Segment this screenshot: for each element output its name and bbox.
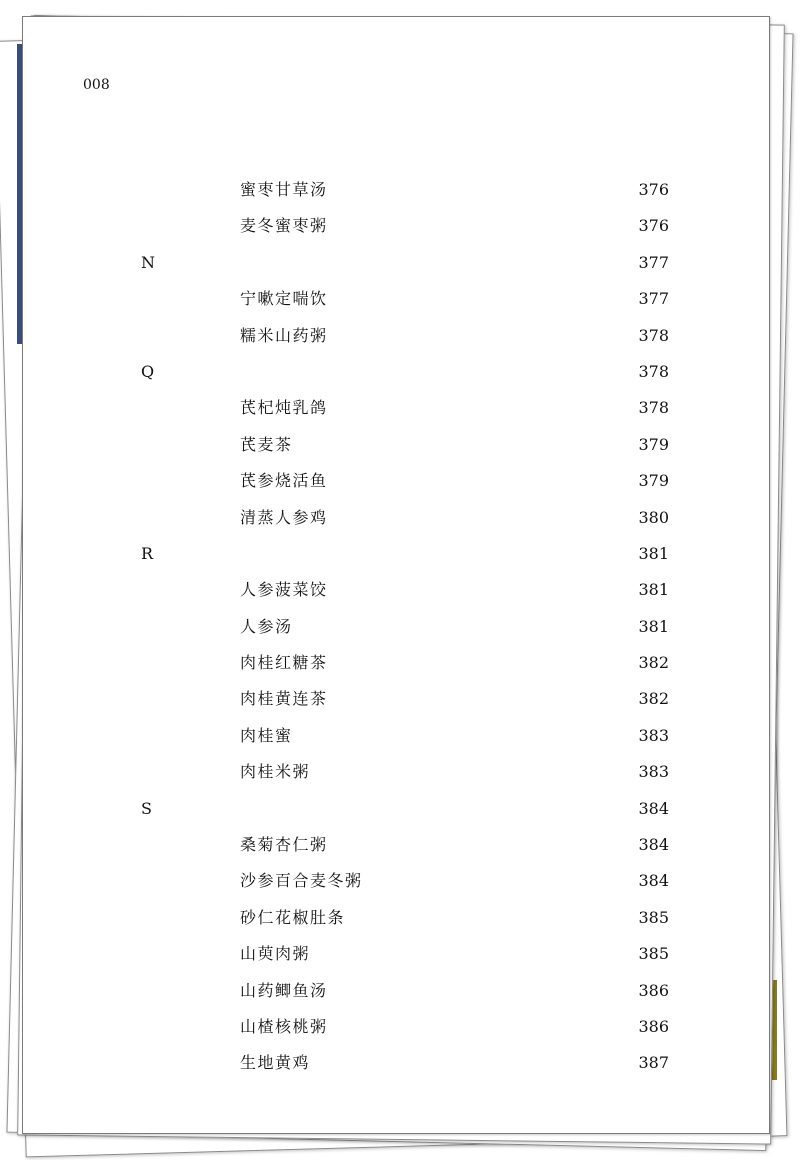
entry-title: 肉桂红糖茶 bbox=[240, 653, 328, 673]
entry-title: 芪麦茶 bbox=[240, 434, 293, 454]
entry-title: 肉桂黄连茶 bbox=[240, 689, 328, 709]
index-entry-row bbox=[23, 609, 769, 645]
index-entry-row bbox=[23, 936, 769, 972]
entry-title: 糯米山药粥 bbox=[240, 325, 328, 345]
index-list bbox=[23, 172, 769, 1082]
index-section-row bbox=[23, 791, 769, 827]
entry-page-number: 387 bbox=[638, 1053, 669, 1073]
index-entry-row bbox=[23, 681, 769, 717]
entry-page-number: 382 bbox=[638, 653, 669, 673]
section-letter: R bbox=[141, 543, 154, 563]
section-letter: N bbox=[141, 252, 155, 272]
index-section-row bbox=[23, 245, 769, 281]
page-number: 008 bbox=[83, 77, 110, 93]
entry-page-number: 380 bbox=[638, 507, 669, 527]
entry-page-number: 384 bbox=[638, 798, 669, 818]
entry-page-number: 376 bbox=[638, 216, 669, 236]
entry-title: 山萸肉粥 bbox=[240, 944, 311, 964]
entry-title: 沙参百合麦冬粥 bbox=[240, 871, 363, 891]
entry-page-number: 378 bbox=[638, 361, 669, 381]
index-entry-row bbox=[23, 973, 769, 1009]
entry-page-number: 376 bbox=[638, 180, 669, 199]
entry-title: 人参菠菜饺 bbox=[240, 580, 328, 600]
entry-title: 桑菊杏仁粥 bbox=[240, 835, 328, 855]
index-entry-row bbox=[23, 208, 769, 244]
entry-title: 蜜枣甘草汤 bbox=[240, 180, 328, 199]
index-entry-row bbox=[23, 463, 769, 499]
entry-page-number: 379 bbox=[638, 471, 669, 491]
index-entry-row bbox=[23, 645, 769, 681]
section-letter: S bbox=[141, 798, 152, 818]
document-page bbox=[22, 16, 770, 1134]
entry-title: 山楂核桃粥 bbox=[240, 1016, 328, 1036]
entry-title: 芪参烧活鱼 bbox=[240, 471, 328, 491]
entry-page-number: 386 bbox=[638, 980, 669, 1000]
entry-page-number: 383 bbox=[638, 725, 669, 745]
entry-title: 生地黄鸡 bbox=[240, 1053, 311, 1073]
entry-page-number: 384 bbox=[638, 835, 669, 855]
index-entry-row bbox=[23, 827, 769, 863]
entry-page-number: 381 bbox=[638, 580, 669, 600]
entry-page-number: 381 bbox=[638, 543, 669, 563]
index-entry-row bbox=[23, 1045, 769, 1081]
entry-title: 山药鲫鱼汤 bbox=[240, 980, 328, 1000]
index-entry-row bbox=[23, 500, 769, 536]
entry-title: 清蒸人参鸡 bbox=[240, 507, 328, 527]
entry-page-number: 385 bbox=[638, 944, 669, 964]
index-entry-row bbox=[23, 281, 769, 317]
entry-title: 芪杞炖乳鸽 bbox=[240, 398, 328, 418]
index-entry-row bbox=[23, 754, 769, 790]
index-entry-row bbox=[23, 427, 769, 463]
index-section-row bbox=[23, 536, 769, 572]
entry-page-number: 379 bbox=[638, 434, 669, 454]
entry-page-number: 378 bbox=[638, 398, 669, 418]
index-entry-row bbox=[23, 1009, 769, 1045]
entry-page-number: 384 bbox=[638, 871, 669, 891]
entry-title: 肉桂蜜 bbox=[240, 725, 293, 745]
entry-page-number: 386 bbox=[638, 1016, 669, 1036]
entry-page-number: 383 bbox=[638, 762, 669, 782]
index-entry-row bbox=[23, 572, 769, 608]
index-section-row bbox=[23, 354, 769, 390]
index-entry-row bbox=[23, 390, 769, 426]
index-entry-row bbox=[23, 172, 769, 208]
entry-title: 砂仁花椒肚条 bbox=[240, 907, 346, 927]
index-entry-row bbox=[23, 863, 769, 899]
index-entry-row bbox=[23, 718, 769, 754]
entry-page-number: 378 bbox=[638, 325, 669, 345]
index-entry-row bbox=[23, 900, 769, 936]
section-letter: Q bbox=[141, 361, 155, 381]
entry-title: 麦冬蜜枣粥 bbox=[240, 216, 328, 236]
index-entry-row bbox=[23, 318, 769, 354]
entry-page-number: 377 bbox=[638, 289, 669, 309]
entry-title: 肉桂米粥 bbox=[240, 762, 311, 782]
entry-page-number: 377 bbox=[638, 252, 669, 272]
entry-page-number: 382 bbox=[638, 689, 669, 709]
entry-title: 宁嗽定喘饮 bbox=[240, 289, 328, 309]
entry-title: 人参汤 bbox=[240, 616, 293, 636]
entry-page-number: 385 bbox=[638, 907, 669, 927]
entry-page-number: 381 bbox=[638, 616, 669, 636]
